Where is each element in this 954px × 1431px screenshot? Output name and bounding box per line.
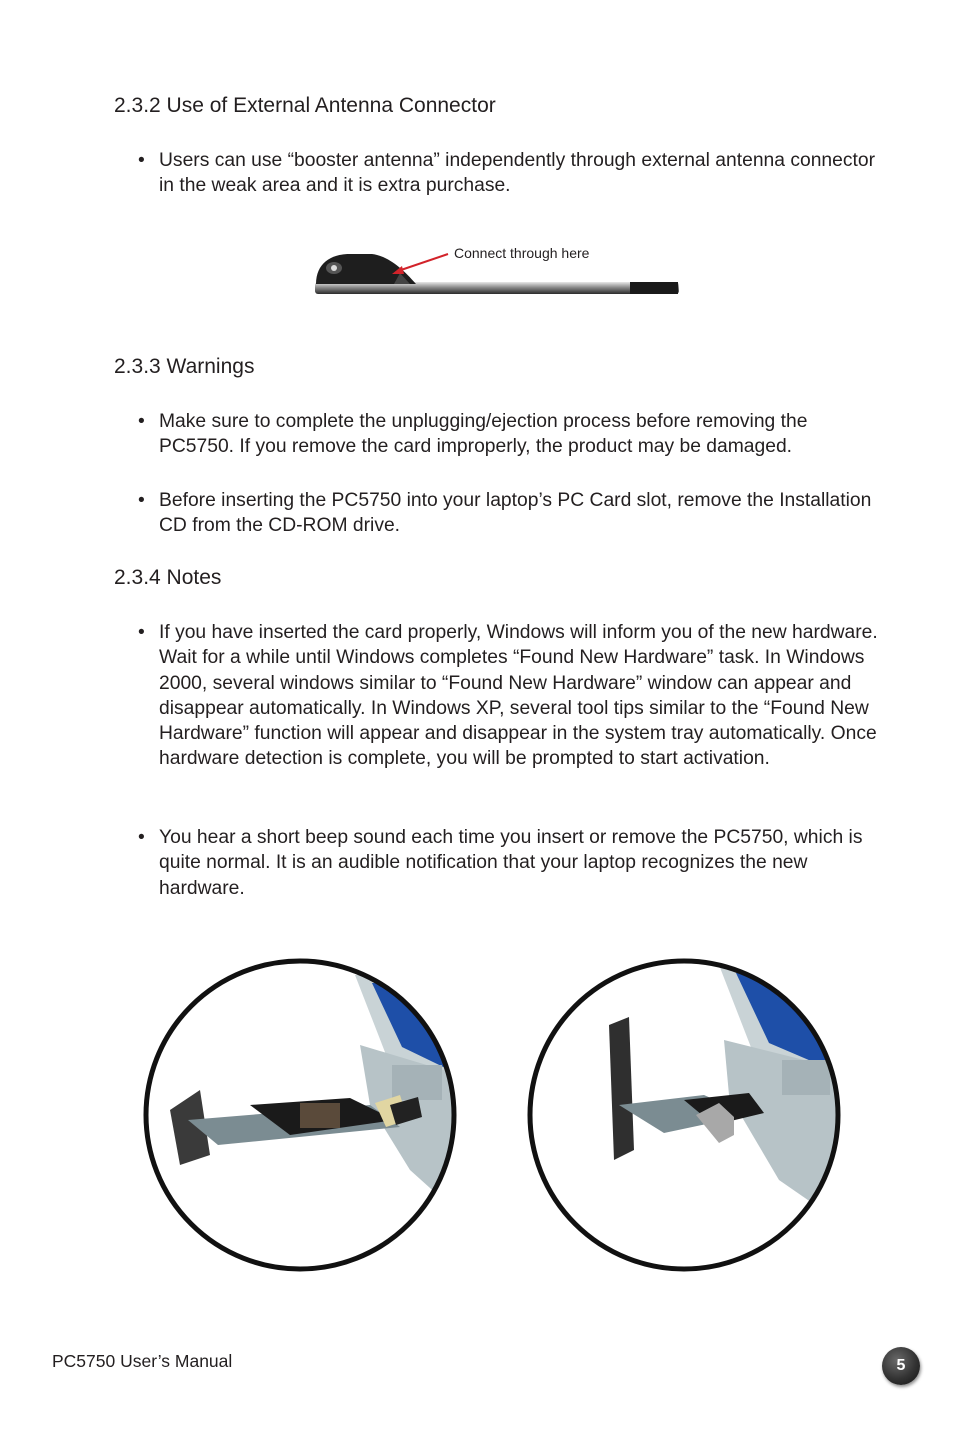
list-item [138,825,883,901]
section-heading-notes: 2.3.4 Notes [114,566,222,589]
list-item-text: Make sure to complete the unplugging/ejection process before removing the PC5750. If you remove the card improperly, the product may be damaged. [159,411,808,458]
card-insertion-illustration [140,955,460,1275]
list-item-text: If you have inserted the card properly, Windows will inform you of the new hardware. Wait for a while until Windows completes “Found New Hardware” task. In Windows 2000, several windows similar to “Found New Hardware” window can appear and disappear automatically. In Windows XP, several tool tips similar to the “Found New Hardware” function will appear and disappear in the system tray automatically. Once hardware detection is complete, you will be prompted to start activation. [159,622,878,770]
card-inserted-illustration [524,955,844,1275]
callout-arrow [388,248,458,278]
bullet-marker: • [138,490,145,511]
bullet-marker: • [138,622,145,643]
bullet-marker: • [138,827,145,848]
list-item [138,620,883,772]
list-item-text: Users can use “booster antenna” independently through external antenna connector in the weak area and it is extra purchase. [159,150,876,197]
bullet-marker: • [138,150,145,171]
list-item-text: You hear a short beep sound each time you insert or remove the PC5750, which is quite normal. It is an audible notification that your laptop recognizes the new hardware. [159,827,863,899]
bullet-marker: • [138,411,145,432]
page-number-badge: 5 [882,1347,920,1385]
section-heading-external-antenna: 2.3.2 Use of External Antenna Connector [114,94,496,117]
list-item-text: Before inserting the PC5750 into your laptop’s PC Card slot, remove the Installation CD from the CD-ROM drive. [159,490,872,537]
list-item [138,409,883,460]
list-item [138,488,883,539]
section-heading-warnings: 2.3.3 Warnings [114,355,255,378]
list-item [138,148,883,199]
callout-label: Connect through here [454,245,590,261]
footer-manual-title: PC5750 User’s Manual [52,1351,233,1371]
